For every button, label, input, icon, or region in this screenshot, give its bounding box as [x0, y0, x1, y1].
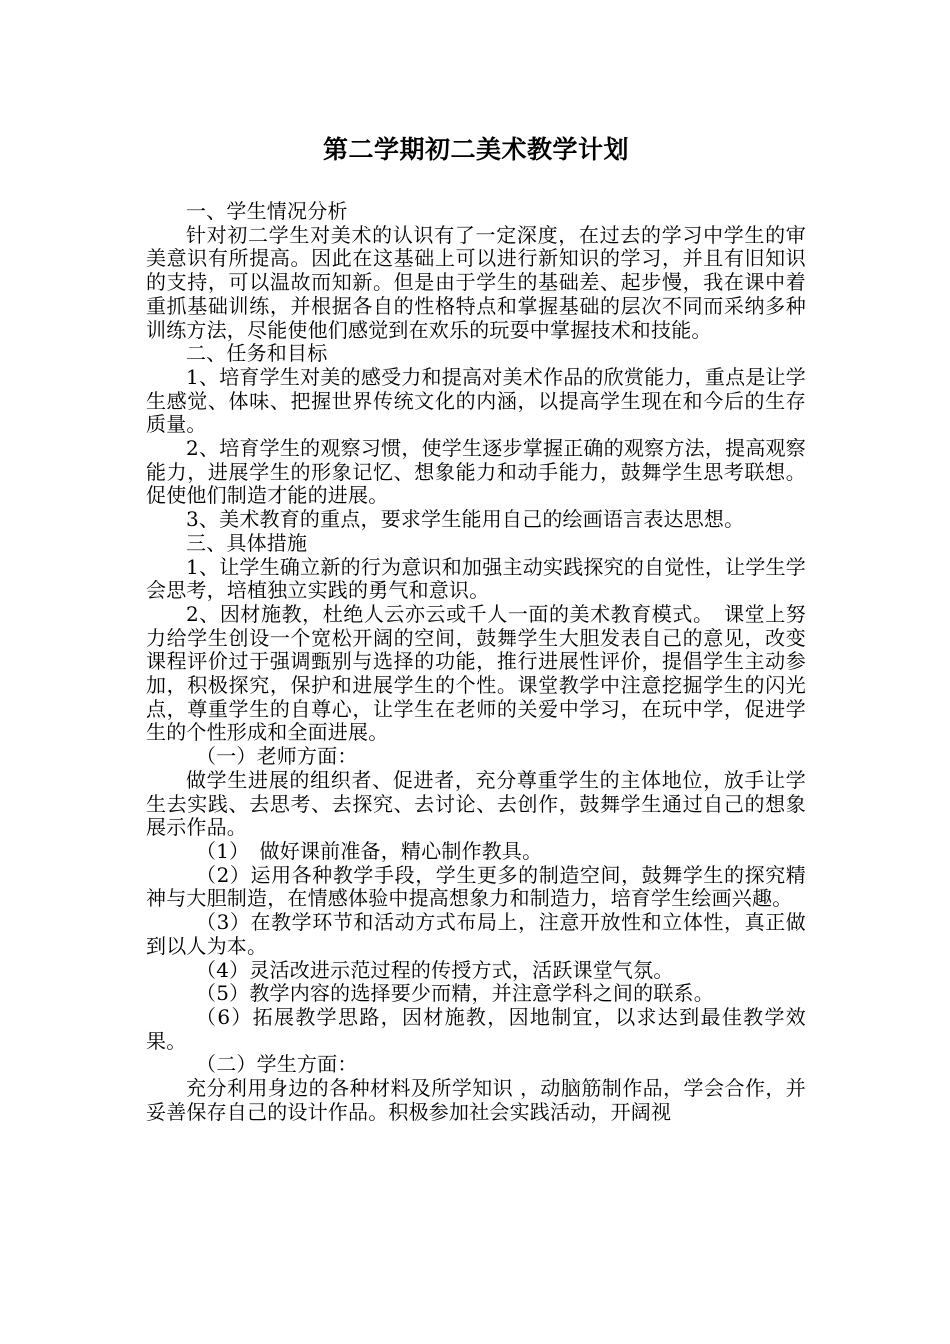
section-heading-tasks-goals: 二、任务和目标: [186, 341, 328, 366]
list-item-teacher-4: （4）灵活改进示范过程的传授方式，活跃课堂气氛。: [196, 957, 674, 982]
list-item-teacher-2: （2）运用各种教学手段，学生更多的制造空间，鼓舞学生的探究精神与大胆制造，在情感体验中提高想象力和制造力，培育学生绘画兴趣。: [146, 862, 806, 911]
paragraph-goal-3: 3、美术教育的重点，要求学生能用自己的绘画语言表达思想。: [186, 507, 745, 532]
paragraph-student-analysis: 针对初二学生对美术的认识有了一定深度，在过去的学习中学生的审美意识有所提高。因此在这基础上可以进行新知识的学习，并且有旧知识的支持，可以温故而知新。但是由于学生的基础差、起步慢，我在课中着重抓基础训练，并根据各自的性格特点和掌握基础的层次不同而采纳多种训练方法，尽能使他们感觉到在欢乐的玩耍中掌握技术和技能。: [146, 222, 806, 342]
subheading-student: （二）学生方面：: [196, 1052, 358, 1077]
document-body: [146, 200, 806, 1124]
paragraph-measure-2: 2、因材施教，杜绝人云亦云或千人一面的美术教育模式。 课堂上努力给学生创设一个宽松开阔的空间，鼓舞学生大胆发表自己的意见，改变课程评价过于强调甄别与选择的功能，推行进展性评价，提倡学生主动参加，积极探究，保护和进展学生的个性。课堂教学中注意挖掘学生的闪光点，尊重学生的自尊心，让学生在老师的关爱中学习，在玩中学，促进学生的个性形成和全面进展。: [146, 601, 806, 745]
paragraph-student-role: 充分利用身边的各种材料及所学知识 ，动脑筋制作品，学会合作，并妥善保存自己的设计作品。积极参加社会实践活动，开阔视: [146, 1076, 806, 1124]
section-heading-student-analysis: 一、学生情况分析: [186, 199, 348, 223]
list-item-teacher-3: （3）在教学环节和活动方式布局上，注意开放性和立体性，真正做到以人为本。: [146, 910, 806, 958]
list-item-teacher-1: （1） 做好课前准备，精心制作教具。: [196, 838, 543, 863]
document-title: 第二学期初二美术教学计划: [322, 135, 629, 164]
list-item-teacher-5: （5）教学内容的选择要少而精，并注意学科之间的联系。: [196, 981, 714, 1006]
section-heading-measures: 三、具体措施: [186, 530, 308, 555]
list-item-teacher-6: （6）拓展教学思路，因材施教，因地制宜，以求达到最佳教学效果。: [146, 1004, 806, 1053]
paragraph-goal-1: 1、培育学生对美的感受力和提高对美术作品的欣赏能力，重点是让学生感觉、体味、把握世界传统文化的内涵，以提高学生现在和今后的生存质量。: [146, 364, 806, 437]
paragraph-goal-2: 2、培育学生的观察习惯，使学生逐步掌握正确的观察方法，提高观察能力，进展学生的形象记忆、想象能力和动手能力，鼓舞学生思考联想。促使他们制造才能的进展。: [146, 436, 806, 508]
subheading-teacher: （一）老师方面：: [196, 744, 358, 769]
paragraph-measure-1: 1、让学生确立新的行为意识和加强主动实践探究的自觉性，让学生学会思考，培植独立实践的勇气和意识。: [146, 554, 806, 603]
paragraph-teacher-role: 做学生进展的组织者、促进者，充分尊重学生的主体地位，放手让学生去实践、去思考、去探究、去讨论、去创作，鼓舞学生通过自己的想象展示作品。: [146, 767, 806, 840]
